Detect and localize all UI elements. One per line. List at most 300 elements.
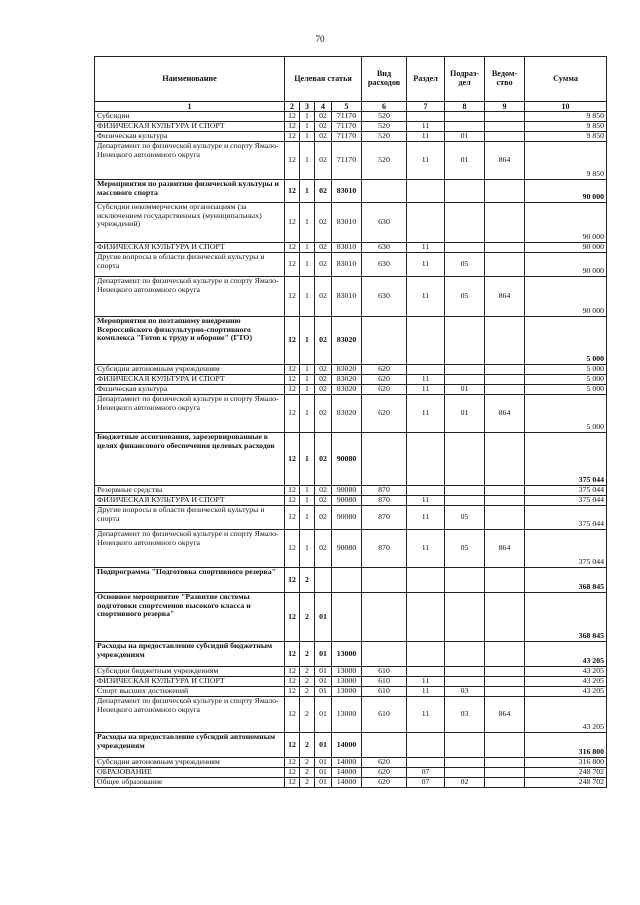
target-code-3: 02	[315, 365, 332, 375]
department	[485, 385, 525, 395]
target-code-3: 02	[315, 385, 332, 395]
row-name: Подпрограмма "Подготовка спортивного резерва"	[95, 568, 285, 593]
department	[485, 243, 525, 253]
target-code-1: 12	[285, 642, 300, 667]
column-number: 8	[445, 102, 485, 112]
target-code-4	[332, 593, 362, 642]
column-number: 4	[315, 102, 332, 112]
header-row	[95, 57, 607, 102]
row-name: Мероприятия по поэтапному внедрению Всероссийского физкультурно-спортивного комплекса "Готов к труду и обороне" (ГТО)	[95, 317, 285, 365]
table-row	[95, 122, 607, 132]
target-code-4: 83020	[332, 385, 362, 395]
table-row	[95, 203, 607, 243]
expense-type: 520	[362, 112, 407, 122]
target-code-2: 2	[300, 642, 315, 667]
table-row	[95, 733, 607, 758]
column-number: 2	[285, 102, 300, 112]
section: 11	[407, 375, 445, 385]
target-code-2: 2	[300, 768, 315, 778]
section	[407, 365, 445, 375]
column-number: 3	[300, 102, 315, 112]
expenditure-table	[94, 56, 607, 788]
target-code-2: 2	[300, 677, 315, 687]
target-code-1: 12	[285, 733, 300, 758]
row-name: Резервные средства	[95, 486, 285, 496]
department	[485, 758, 525, 768]
table-row	[95, 317, 607, 365]
target-code-2: 2	[300, 778, 315, 788]
column-number-row	[95, 102, 607, 112]
page-number: 70	[315, 34, 325, 44]
target-code-3: 01	[315, 778, 332, 788]
department	[485, 677, 525, 687]
target-code-4: 83010	[332, 203, 362, 243]
section	[407, 486, 445, 496]
table-row	[95, 243, 607, 253]
department	[485, 486, 525, 496]
target-code-2: 2	[300, 733, 315, 758]
row-name: Физическая культура	[95, 132, 285, 142]
target-code-2: 1	[300, 132, 315, 142]
table-row	[95, 506, 607, 530]
target-code-1: 12	[285, 375, 300, 385]
expense-type	[362, 642, 407, 667]
table-row	[95, 642, 607, 667]
target-code-2: 2	[300, 687, 315, 697]
row-sum: 5 000	[525, 395, 607, 433]
row-name: Субсидии автономным учреждениям	[95, 365, 285, 375]
department	[485, 733, 525, 758]
section: 11	[407, 132, 445, 142]
row-name: Департамент по физической культуре и спорту Ямало-Ненецкого автономного округа	[95, 142, 285, 180]
row-name: ФИЗИЧЕСКАЯ КУЛЬТУРА И СПОРТ	[95, 243, 285, 253]
target-code-3	[315, 568, 332, 593]
target-code-4: 13000	[332, 687, 362, 697]
target-code-1: 12	[285, 778, 300, 788]
expense-type: 610	[362, 677, 407, 687]
subsection	[445, 180, 485, 203]
target-code-1: 12	[285, 243, 300, 253]
row-name: ФИЗИЧЕСКАЯ КУЛЬТУРА И СПОРТ	[95, 375, 285, 385]
expense-type: 610	[362, 697, 407, 733]
subsection	[445, 593, 485, 642]
target-code-1: 12	[285, 593, 300, 642]
section: 11	[407, 395, 445, 433]
table-row	[95, 132, 607, 142]
subsection: 03	[445, 687, 485, 697]
subsection	[445, 568, 485, 593]
expense-type	[362, 568, 407, 593]
target-code-3: 02	[315, 375, 332, 385]
row-sum: 375 044	[525, 496, 607, 506]
row-sum: 9 850	[525, 122, 607, 132]
subsection	[445, 112, 485, 122]
subsection: 01	[445, 132, 485, 142]
row-name: ФИЗИЧЕСКАЯ КУЛЬТУРА И СПОРТ	[95, 496, 285, 506]
target-code-3: 02	[315, 433, 332, 486]
expense-type: 870	[362, 486, 407, 496]
row-sum: 43 205	[525, 697, 607, 733]
row-sum: 9 850	[525, 112, 607, 122]
table-row	[95, 180, 607, 203]
target-code-2: 1	[300, 317, 315, 365]
target-code-2: 1	[300, 530, 315, 568]
row-sum: 368 845	[525, 593, 607, 642]
target-code-1: 12	[285, 758, 300, 768]
expense-type	[362, 180, 407, 203]
target-code-1: 12	[285, 506, 300, 530]
target-code-2: 2	[300, 593, 315, 642]
target-code-3: 01	[315, 667, 332, 677]
table-row	[95, 486, 607, 496]
column-number: 9	[485, 102, 525, 112]
target-code-3: 02	[315, 243, 332, 253]
target-code-1: 12	[285, 203, 300, 243]
target-code-3: 02	[315, 317, 332, 365]
row-name: Департамент по физической культуре и спорту Ямало-Ненецкого автономного округа	[95, 530, 285, 568]
table-row	[95, 758, 607, 768]
target-code-4: 83010	[332, 180, 362, 203]
target-code-4: 71170	[332, 112, 362, 122]
section	[407, 642, 445, 667]
row-name: Основное мероприятие "Развитие системы подготовки спортсменов высокого класса и спортивного резерва"	[95, 593, 285, 642]
row-sum: 5 000	[525, 365, 607, 375]
header-vedomstvo: Ведом-ство	[485, 57, 525, 102]
table-row	[95, 277, 607, 317]
section	[407, 667, 445, 677]
section: 07	[407, 778, 445, 788]
row-sum: 90 000	[525, 277, 607, 317]
section: 11	[407, 277, 445, 317]
target-code-2: 1	[300, 142, 315, 180]
target-code-3: 01	[315, 642, 332, 667]
department	[485, 375, 525, 385]
column-number: 1	[95, 102, 285, 112]
expense-type: 630	[362, 203, 407, 243]
table-row	[95, 142, 607, 180]
target-code-4: 14000	[332, 733, 362, 758]
target-code-3: 02	[315, 180, 332, 203]
expense-type: 870	[362, 506, 407, 530]
header-summa: Сумма	[525, 57, 607, 102]
expense-type: 520	[362, 142, 407, 180]
target-code-2: 2	[300, 697, 315, 733]
subsection	[445, 243, 485, 253]
table-row	[95, 778, 607, 788]
table-row	[95, 385, 607, 395]
row-sum: 90 000	[525, 180, 607, 203]
department	[485, 768, 525, 778]
row-sum: 5 000	[525, 375, 607, 385]
target-code-2: 1	[300, 385, 315, 395]
row-name: Другие вопросы в области физической культуры и спорта	[95, 253, 285, 277]
target-code-4: 14000	[332, 758, 362, 768]
expense-type: 520	[362, 132, 407, 142]
target-code-1: 12	[285, 568, 300, 593]
subsection: 01	[445, 142, 485, 180]
column-number: 5	[332, 102, 362, 112]
target-code-2: 2	[300, 758, 315, 768]
table-row	[95, 768, 607, 778]
table-body	[95, 112, 607, 788]
row-sum: 368 845	[525, 568, 607, 593]
target-code-2: 1	[300, 365, 315, 375]
table-row	[95, 365, 607, 375]
subsection	[445, 203, 485, 243]
header-name: Наименование	[95, 57, 285, 102]
target-code-3: 02	[315, 530, 332, 568]
expense-type: 620	[362, 365, 407, 375]
target-code-4: 83010	[332, 243, 362, 253]
row-sum: 90 000	[525, 203, 607, 243]
subsection	[445, 758, 485, 768]
row-name: Общее образование	[95, 778, 285, 788]
target-code-1: 12	[285, 433, 300, 486]
target-code-1: 12	[285, 385, 300, 395]
target-code-3: 02	[315, 395, 332, 433]
target-code-2: 1	[300, 433, 315, 486]
department	[485, 687, 525, 697]
target-code-2: 1	[300, 180, 315, 203]
target-code-1: 12	[285, 142, 300, 180]
section	[407, 733, 445, 758]
target-code-1: 12	[285, 697, 300, 733]
section: 11	[407, 243, 445, 253]
expense-type: 620	[362, 375, 407, 385]
subsection: 01	[445, 385, 485, 395]
subsection: 05	[445, 253, 485, 277]
expense-type: 610	[362, 687, 407, 697]
row-sum: 316 800	[525, 733, 607, 758]
target-code-4: 13000	[332, 667, 362, 677]
target-code-1: 12	[285, 180, 300, 203]
expense-type: 620	[362, 395, 407, 433]
target-code-1: 12	[285, 677, 300, 687]
row-name: Расходы на предоставление субсидий бюджетным учреждениям	[95, 642, 285, 667]
subsection	[445, 433, 485, 486]
row-name: Департамент по физической культуре и спорту Ямало-Ненецкого автономного округа	[95, 277, 285, 317]
target-code-1: 12	[285, 112, 300, 122]
row-name: Другие вопросы в области физической культуры и спорта	[95, 506, 285, 530]
header-target: Целевая статья	[285, 57, 362, 102]
table-row	[95, 395, 607, 433]
department	[485, 642, 525, 667]
section: 11	[407, 122, 445, 132]
row-sum: 5 000	[525, 385, 607, 395]
subsection: 03	[445, 697, 485, 733]
target-code-4: 13000	[332, 677, 362, 687]
subsection	[445, 667, 485, 677]
department	[485, 180, 525, 203]
target-code-3: 01	[315, 697, 332, 733]
row-sum: 9 850	[525, 142, 607, 180]
expense-type	[362, 317, 407, 365]
table-row	[95, 496, 607, 506]
section: 11	[407, 687, 445, 697]
target-code-2: 1	[300, 203, 315, 243]
row-sum: 5 000	[525, 317, 607, 365]
section: 11	[407, 253, 445, 277]
target-code-3: 01	[315, 768, 332, 778]
department	[485, 433, 525, 486]
row-sum: 375 044	[525, 506, 607, 530]
target-code-4: 90080	[332, 530, 362, 568]
row-name: ФИЗИЧЕСКАЯ КУЛЬТУРА И СПОРТ	[95, 122, 285, 132]
department	[485, 496, 525, 506]
section: 11	[407, 496, 445, 506]
column-number: 6	[362, 102, 407, 112]
target-code-4: 90080	[332, 486, 362, 496]
department	[485, 203, 525, 243]
row-sum: 43 205	[525, 687, 607, 697]
section: 11	[407, 385, 445, 395]
row-sum: 90 000	[525, 243, 607, 253]
header-podrazdel: Подраз-дел	[445, 57, 485, 102]
target-code-3: 01	[315, 733, 332, 758]
row-name: Бюджетные ассигнования, зарезервированные в целях финансового обеспечения целевых расходов	[95, 433, 285, 486]
target-code-3: 02	[315, 112, 332, 122]
subsection: 02	[445, 778, 485, 788]
subsection	[445, 642, 485, 667]
target-code-4: 71170	[332, 132, 362, 142]
row-name: Мероприятия по развитию физической культуры и массового спорта	[95, 180, 285, 203]
column-number: 10	[525, 102, 607, 112]
target-code-3: 01	[315, 758, 332, 768]
target-code-3: 01	[315, 677, 332, 687]
department	[485, 667, 525, 677]
department: 864	[485, 395, 525, 433]
target-code-3: 02	[315, 486, 332, 496]
target-code-2: 1	[300, 375, 315, 385]
target-code-1: 12	[285, 122, 300, 132]
target-code-4: 13000	[332, 697, 362, 733]
target-code-4: 83020	[332, 365, 362, 375]
subsection: 05	[445, 277, 485, 317]
row-sum: 90 000	[525, 253, 607, 277]
target-code-4: 90080	[332, 433, 362, 486]
department	[485, 568, 525, 593]
target-code-1: 12	[285, 317, 300, 365]
row-sum: 43 205	[525, 642, 607, 667]
row-name: ФИЗИЧЕСКАЯ КУЛЬТУРА И СПОРТ	[95, 677, 285, 687]
target-code-4: 71170	[332, 142, 362, 180]
section: 11	[407, 142, 445, 180]
subsection	[445, 768, 485, 778]
header-vid: Вид расходов	[362, 57, 407, 102]
target-code-4: 14000	[332, 768, 362, 778]
target-code-1: 12	[285, 687, 300, 697]
expense-type: 630	[362, 277, 407, 317]
target-code-4: 83020	[332, 395, 362, 433]
target-code-3: 02	[315, 142, 332, 180]
target-code-3: 02	[315, 496, 332, 506]
section	[407, 317, 445, 365]
target-code-3: 01	[315, 687, 332, 697]
target-code-4: 13000	[332, 642, 362, 667]
target-code-3: 02	[315, 203, 332, 243]
section	[407, 203, 445, 243]
department	[485, 593, 525, 642]
table-row	[95, 568, 607, 593]
subsection	[445, 122, 485, 132]
target-code-2: 1	[300, 486, 315, 496]
department: 864	[485, 277, 525, 317]
department	[485, 253, 525, 277]
target-code-4: 90080	[332, 506, 362, 530]
target-code-1: 12	[285, 132, 300, 142]
target-code-2: 1	[300, 253, 315, 277]
expense-type	[362, 433, 407, 486]
target-code-4: 90080	[332, 496, 362, 506]
section	[407, 180, 445, 203]
section	[407, 593, 445, 642]
row-name: Расходы на предоставление субсидий автономным учреждениям	[95, 733, 285, 758]
target-code-4: 83020	[332, 317, 362, 365]
section	[407, 112, 445, 122]
department	[485, 132, 525, 142]
expense-type: 870	[362, 530, 407, 568]
department: 864	[485, 697, 525, 733]
expense-type: 610	[362, 667, 407, 677]
department	[485, 506, 525, 530]
section: 07	[407, 768, 445, 778]
section	[407, 568, 445, 593]
table-row	[95, 530, 607, 568]
subsection	[445, 496, 485, 506]
table-row	[95, 697, 607, 733]
table-row	[95, 112, 607, 122]
target-code-2: 2	[300, 568, 315, 593]
section: 11	[407, 697, 445, 733]
target-code-4: 83010	[332, 277, 362, 317]
target-code-3: 02	[315, 277, 332, 317]
target-code-2: 1	[300, 506, 315, 530]
department	[485, 122, 525, 132]
target-code-4: 14000	[332, 778, 362, 788]
subsection	[445, 365, 485, 375]
section: 11	[407, 677, 445, 687]
row-name: Субсидии автономным учреждениям	[95, 758, 285, 768]
section	[407, 433, 445, 486]
row-sum: 9 850	[525, 132, 607, 142]
target-code-1: 12	[285, 395, 300, 433]
subsection: 05	[445, 506, 485, 530]
row-sum: 375 044	[525, 486, 607, 496]
target-code-3: 02	[315, 506, 332, 530]
expense-type: 870	[362, 496, 407, 506]
table-row	[95, 593, 607, 642]
row-name: Субсидии бюджетным учреждениям	[95, 667, 285, 677]
expense-type: 630	[362, 243, 407, 253]
expense-type: 630	[362, 253, 407, 277]
expense-type: 620	[362, 768, 407, 778]
target-code-4: 83010	[332, 253, 362, 277]
table-row	[95, 667, 607, 677]
table-row	[95, 253, 607, 277]
target-code-3: 02	[315, 122, 332, 132]
row-sum: 43 205	[525, 667, 607, 677]
target-code-2: 1	[300, 112, 315, 122]
row-sum: 248 702	[525, 778, 607, 788]
expense-type	[362, 593, 407, 642]
target-code-4	[332, 568, 362, 593]
expense-type: 620	[362, 758, 407, 768]
target-code-1: 12	[285, 277, 300, 317]
expense-type: 520	[362, 122, 407, 132]
row-name: Субсидии	[95, 112, 285, 122]
subsection: 01	[445, 395, 485, 433]
column-number: 7	[407, 102, 445, 112]
